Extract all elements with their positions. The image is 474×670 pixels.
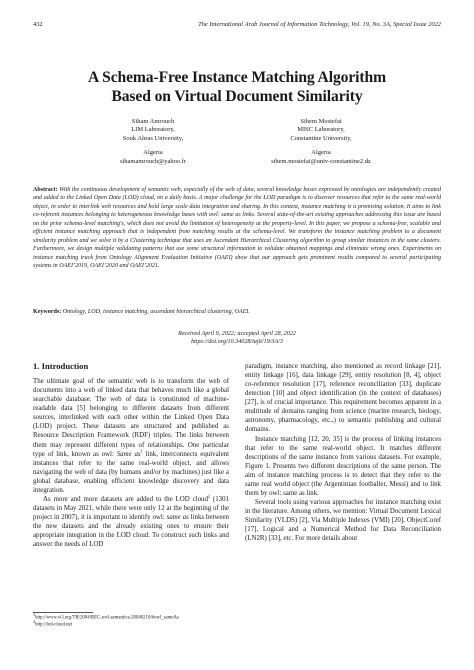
author-name: Sihem Mostefai [300,118,342,125]
footnote-link[interactable]: http://lod-cloud.net [35,622,72,628]
footnote-2: $^2$http://lod-cloud.net [33,618,72,628]
author-country: Algeria [143,149,163,157]
author-name: Siham Amrouch [131,118,175,125]
author-block-1 [78,118,228,166]
section-heading: 1. Introduction [33,361,89,371]
author-email: sihem.mostefai@univ-constantine2.dz [271,157,371,165]
footnote-divider [33,612,93,613]
title-line-2: Based on Virtual Document Similarity [111,88,363,105]
author-affiliation: Constantine University, [290,134,352,142]
received-dates: Received April 9, 2022; accepted April 28, 2022 [178,331,296,337]
received-info [33,330,441,346]
abstract-label: Abstract: [33,187,58,193]
footnote-link[interactable]: http://www.w3.org/TR/2004/REC-owl-semantics-20040210/#owl_sameAs [35,615,179,621]
author-email: sihamamrouch@yahoo.fr [119,157,187,165]
paragraph: paradigm, instance matching, also mentioned as record linkage [21], entity linkage [16], data linkage [29], entity resolution [8, 4], object co-reference resolution [17], reference reconciliation [33], duplicate detection [10] and object identification (in the context of databases) [27], is of crucial importance. This requirement becomes apparent in a multitude of domains ranging from science (marine research, biology, astronomy, pharmacology, etc.,) to semantic publishing and cultural domains. [245,363,441,434]
paper-title [20,68,454,106]
title-line-1: A Schema-Free Instance Matching Algorithm [88,69,386,86]
footnote-ref[interactable]: 1 [140,448,143,454]
author-affiliation: LIM Laboratory, [131,126,175,134]
footnote-1: $^1$http://www.w3.org/TR/2004/REC-owl-semantics-20040210/#owl_sameAs [33,612,179,621]
doi-link[interactable]: https://doi.org/10.34028/iajit/19/3A/3 [191,339,283,346]
paragraph: The ultimate goal of the semantic web is to transform the web of documents into a web of linked data that behaves much like a global searchable database. The web of data is constituted of machine-readable data [5] belonging to different datasets from different sources, interlinked with each other within the Linked Open Data (LOD) project. These datasets are structured and published as Resource Description Framework (RDF) triples. The links between them may represent different types of relationships. One particular type of link, known as owl: Same $as^1$ link, interconnects equivalent instances that refer to the same real-world object, and allows navigating the web of data (by humans and/or by machines) just like a global database, enabling efficient knowledge discovery and data integration. [33,378,229,494]
right-column [245,362,441,543]
keywords-text: Ontology, LOD, instance matching, ascendant hierarchical clustering, OAEI. [62,309,250,315]
paragraph: Several tools using various approaches for instance matching exist in the literature. Among others, we mention: Virtual Document Lexical Similarity (VLDS) [2], Via Multiple Indexes (VMI) [20], ObjectCoref [17], Logical and a Numerical Method for Data Reconciliation (LN2R) [33], etc. For more details about [245,498,441,543]
page-number: 432 [33,21,43,28]
keywords [33,309,441,315]
author-affiliation: MISC Laboratory, [297,126,345,134]
running-head: The International Arab Journal of Information Technology, Vol. 19, No. 3A, Special Issue 2022 [198,21,441,28]
author-country: Algeria [311,149,331,157]
page-header [33,21,441,31]
footnotes [33,612,229,628]
abstract [33,186,441,271]
paragraph: Instance matching [12, 20, 35] is the process of linking instances that refer to the same real-world object. It matches different descriptions of the same instance from various datasets. For example, Figure 1. Presents two different descriptions of the same person. The aim of instance matching process is to detect that they refer to the same real world object (the Argentinian footballer, Messi) and to link them by owl: same as link. [245,435,441,497]
abstract-text: With the continuous development of semantic web, especially of the web of data, several knowledge bases expressed by ontologies are independently created and added to the Linked Open Data (LOD) cloud, on a daily basis. A major challenge for the LOD paradigm is to discover resources that refer to the same real-world object, in order to interlink web resources and hold large scale data integration and sharing. In this context, instance matching is a promising solution. It aims to link co-referent instances belonging to heterogeneous knowledge bases with owl: same as links. Several state-of-the-art existing approaches addressing this issue are based on the prior schema-level matching's, which does not avoid the limitation of heterogeneity at the property-level. In this paper, we propose a schema-free, scalable and efficient instance matching approach that is independent from matching results at the schema-level. We transform the instance matching problem to a document similarity problem and we solve it by a Clustering technique that uses an Ascendant Hierarchical Clustering algorithm to group similar instances in the same clusters. Furthermore, we design multiple validating patterns that use some structural information to validate obtained mappings and eliminate wrong ones. Experiments on instance matching track from Ontology Alignment Evaluation Initiative (OAEI) show that our approach gets prominent results compared to several participating systems in OAEI’2019, OAEI’2020 and OAEI’2021. [33,187,441,270]
paragraph: As more and more datasets are added to the LOD cloud$^2$ (1301 datasets in May 2021, while there were only 12 at the beginning of the project in 2007), it is important to identify owl: same as links between the new datasets and the already existing ones to ensure their appropriate integration in the LOD cloud. To construct such links and answer the needs of LOD [33,493,229,549]
footnote-ref[interactable]: 2 [207,493,211,499]
left-column [33,362,229,549]
keywords-label: Keywords: [33,309,62,315]
author-block-2 [246,118,396,166]
author-affiliation: Souk Ahras University, [122,134,184,142]
